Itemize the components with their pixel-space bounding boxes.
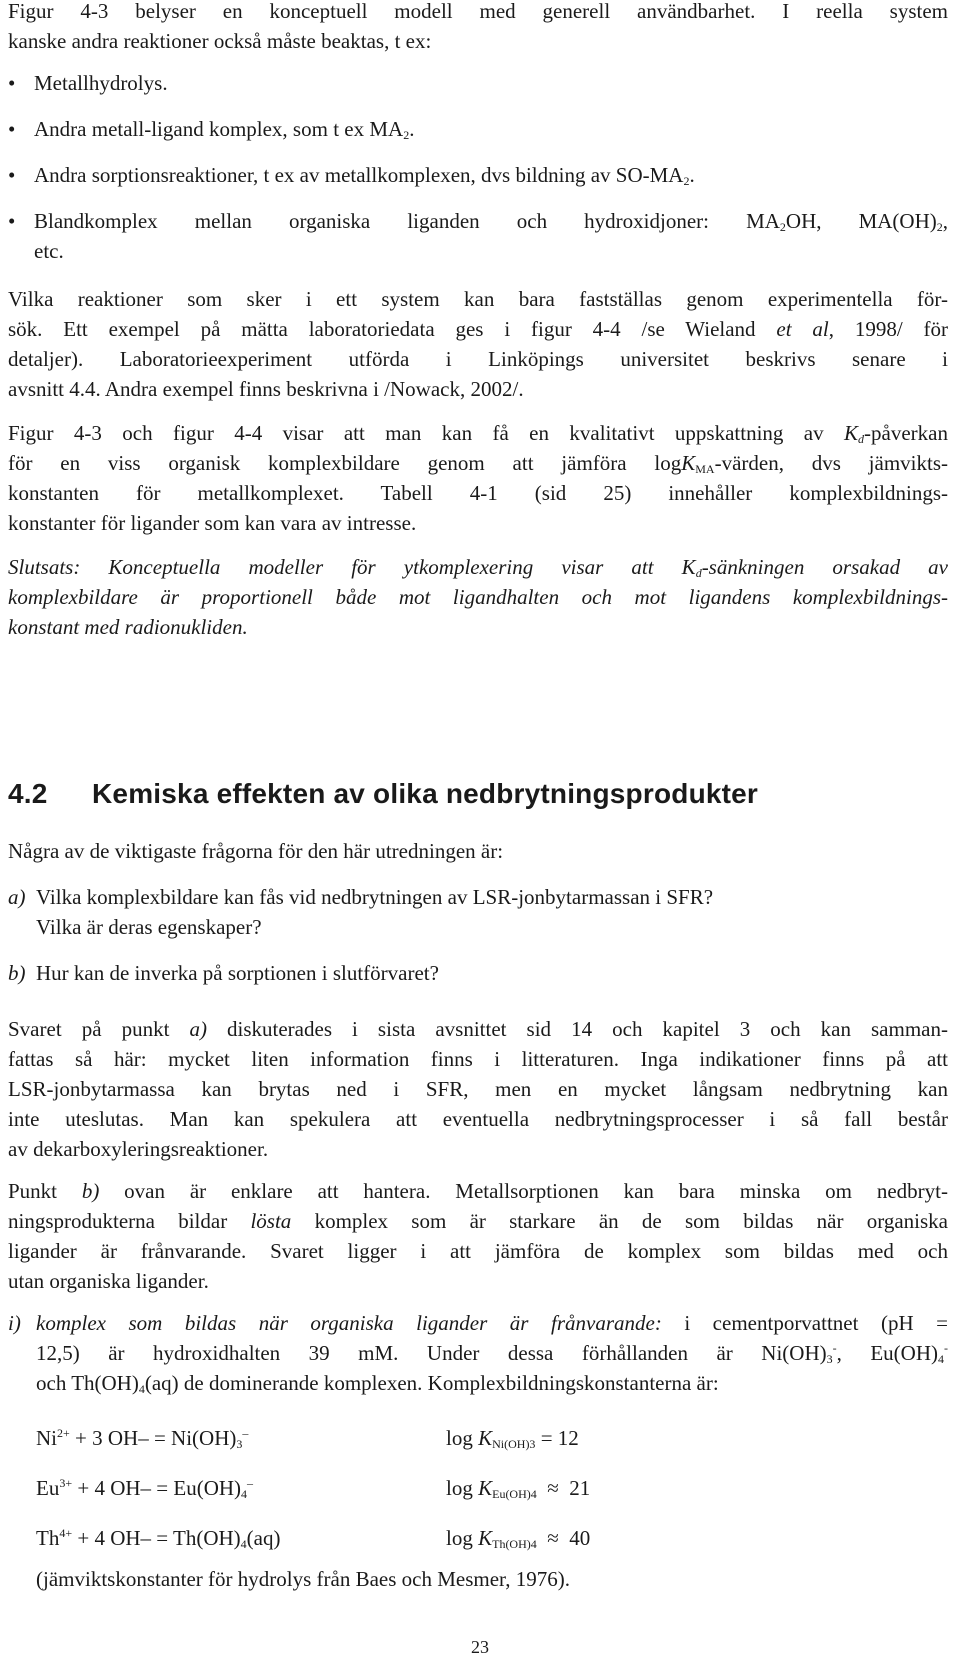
source-note: (jämviktskonstanter för hydrolys från Baes och Mesmer, 1976). xyxy=(36,1567,570,1591)
bullet-dot: • xyxy=(8,117,16,141)
text-line: Figur 4-3 belyser en konceptuell modell med generell användbarhet. I reella system xyxy=(8,0,948,23)
bullet-item: Metallhydrolys. xyxy=(34,71,168,95)
paragraph-kd: Figur 4-3 och figur 4-4 visar att man kan få en kvalitativt uppskattning av $K_d$-påverkan för en viss organisk komplexbildare genom att jämföra logK$_{MA}$-värden, dvs jämvikts- konstanten för metallkomplexet. Tabell 4-1 (sid 25) innehåller komplexbildnings- konstanter för ligander som kan vara av intresse. xyxy=(8,421,949,535)
bullet-item: Andra sorptionsreaktioner, t ex av metallkomplexen, dvs bildning av $SO-MA_2$. xyxy=(34,163,695,188)
paragraph-answer-b: Punkt b) ovan är enklare att hantera. Metallsorptionen kan bara minska om nedbryt- ningsprodukterna bildar lösta komplex som är starkare än de som bildas när organiska ligander är frånvarande. Svaret ligger i att jämföra de komplex som bildas med och utan organiska ligander. xyxy=(8,1179,949,1293)
paragraph-questions-intro: Några av de viktigaste frågorna för den här utredningen är: xyxy=(8,839,504,863)
log-k-ni: $\log K_{Ni(OH)3} = 12$ xyxy=(446,1426,579,1451)
item-label-i: i) xyxy=(8,1311,21,1335)
paragraph-conclusion: Slutsats: Konceptuella modeller för ytkomplexering visar att $K_d$-sänkningen orsakad av komplexbildare är proportionell både mot ligandhalten och mot ligandens komplexbildnings- konstant med radionukliden. xyxy=(8,555,948,639)
item-i: komplex som bildas när organiska ligander är frånvarande: i cementporvattnet (pH = 12,5) är hydroxidhalten 39 mM. Under dessa förhållanden är $Ni(OH)_3^-$, $Eu(OH)_4^-$ och $Th(OH)_4(aq)$ de dominerande komplexen. Komplexbildningskonstanterna är: xyxy=(36,1311,948,1396)
bullet-item: Blandkomplex mellan organiska liganden och hydroxidjoner: $MA_2OH$, $MA(OH)_2$, etc. xyxy=(34,209,948,263)
log-k-th: $\log K_{Th(OH)4} \approx 40$ xyxy=(446,1526,591,1551)
bullet-dot: • xyxy=(8,209,16,233)
bullet-dot: • xyxy=(8,71,16,95)
question-label-b: b) xyxy=(8,961,26,985)
paragraph-answer-a: Svaret på punkt a) diskuterades i sista avsnittet sid 14 och kapitel 3 och kan samman- fattas så här: mycket liten information finns i litteraturen. Inga indikationer finns på att LSR-jonbytarmassa kan brytas ned i SFR, men en mycket långsam nedbrytning kan inte uteslutas. Man kan spekulera att eventuella nedbrytningsprocesser i så fall består av dekarboxyleringsreaktioner. xyxy=(8,1017,948,1161)
section-number: 4.2 xyxy=(8,778,48,809)
question-b: Hur kan de inverka på sorptionen i slutförvaret? xyxy=(36,961,439,985)
equation-eu: $Eu^{3+} + 4$ $OH- = Eu(OH)_4^-$ xyxy=(36,1476,254,1501)
bullet-item: Andra metall-ligand komplex, som t ex $MA_2$. xyxy=(34,117,415,142)
equation-th: $Th^{4+} + 4$ $OH- = Th(OH)_4(aq)$ xyxy=(36,1526,281,1551)
question-a: Vilka komplexbildare kan fås vid nedbrytningen av LSR-jonbytarmassan i SFR? Vilka är deras egenskaper? xyxy=(36,885,714,939)
question-label-a: a) xyxy=(8,885,26,909)
paragraph-experiments: Vilka reaktioner som sker i ett system kan bara fastställas genom experimentella för- sök. Ett exempel på mätta laboratoriedata ges i figur 4-4 /se Wieland et al, 1998/ för detaljer). Laboratorieexperiment utförda i Linköpings universitet beskrivs senare i avsnitt 4.4. Andra exempel finns beskrivna i /Nowack, 2002/. xyxy=(8,287,949,401)
page-number: 23 xyxy=(471,1637,489,1657)
section-heading xyxy=(8,776,758,812)
equation-ni: $Ni^{2+} + 3$ $OH- = Ni(OH)_3^-$ xyxy=(36,1426,249,1451)
log-k-eu: $\log K_{Eu(OH)4} \approx 21$ xyxy=(446,1476,591,1501)
section-title: Kemiska effekten av olika nedbrytningsprodukter xyxy=(92,778,759,809)
text-line: kanske andra reaktioner också måste beaktas, t ex: xyxy=(8,29,432,53)
bullet-dot: • xyxy=(8,163,16,187)
paragraph-intro xyxy=(8,0,948,56)
